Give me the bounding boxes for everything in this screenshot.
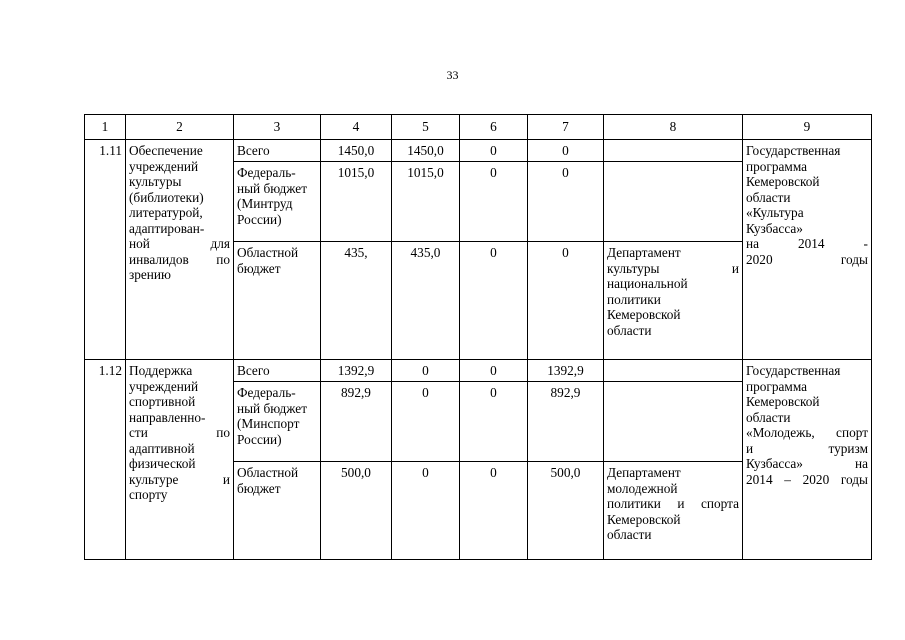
value-col4-cell: 1015,0 <box>321 162 392 242</box>
measure-cell <box>126 360 234 560</box>
funding-source-cell <box>234 462 321 560</box>
measure-cell-line: направленно- <box>129 409 206 425</box>
funding-source-cell-line: Областной <box>237 465 299 480</box>
value-col7-cell: 0 <box>528 140 604 162</box>
header-cell: 2 <box>126 115 234 140</box>
program-cell-line: 2014 – 2020 годы <box>746 471 868 487</box>
funding-source-cell-line: Федераль- <box>237 385 296 400</box>
header-cell: 7 <box>528 115 604 140</box>
executor-cell-line: Кемеровской <box>607 307 681 322</box>
funding-source-cell <box>234 360 321 382</box>
measure-cell-line: спорту <box>129 487 168 502</box>
funding-source-cell <box>234 242 321 360</box>
executor-cell-line: политики и спорта <box>607 496 739 511</box>
funding-source-cell <box>234 140 321 162</box>
funding-source-cell-line: ный бюджет <box>237 400 308 416</box>
measure-cell-line: учреждений <box>129 378 199 394</box>
value-col6-cell: 0 <box>460 140 528 162</box>
value-col6-cell: 0 <box>460 382 528 462</box>
program-cell-line: программа <box>746 158 808 174</box>
funding-source-cell-line: Федераль- <box>237 165 296 180</box>
measure-cell-line: учреждений <box>129 158 199 174</box>
value-col4-cell: 1392,9 <box>321 360 392 382</box>
funding-source-cell-line: ный бюджет <box>237 180 308 196</box>
value-col5-cell: 0 <box>392 360 460 382</box>
funding-source-cell-line: Всего <box>237 143 270 158</box>
value-col6-cell: 0 <box>460 242 528 360</box>
program-cell-line: Кемеровской <box>746 394 820 409</box>
executor-cell <box>604 242 743 360</box>
program-cell <box>743 360 872 560</box>
measure-cell-line: литературой, <box>129 205 203 220</box>
measure-cell-line: спортивной <box>129 394 196 409</box>
table-row <box>85 360 872 382</box>
header-cell: 5 <box>392 115 460 140</box>
value-col7-cell: 0 <box>528 242 604 360</box>
funding-source-cell <box>234 382 321 462</box>
funding-source-cell <box>234 162 321 242</box>
program-cell <box>743 140 872 360</box>
measure-cell-line: культуры <box>129 174 182 189</box>
value-col5-cell: 1450,0 <box>392 140 460 162</box>
funding-source-cell-line: России) <box>237 211 282 227</box>
program-cell-line: Кузбасса» на <box>746 456 868 471</box>
funding-source-cell-line: бюджет <box>237 480 281 496</box>
value-col6-cell: 0 <box>460 360 528 382</box>
value-col4-cell: 1450,0 <box>321 140 392 162</box>
program-cell-line: на 2014 - <box>746 236 868 251</box>
table-row <box>85 140 872 162</box>
executor-cell-line: политики <box>607 291 661 307</box>
measure-cell-line: Обеспечение <box>129 143 203 158</box>
value-col5-cell: 0 <box>392 382 460 462</box>
header-row <box>85 115 872 140</box>
funding-source-cell-line: (Минтруд <box>237 196 293 211</box>
value-col7-cell: 500,0 <box>528 462 604 560</box>
measure-cell-line: инвалидов по <box>129 251 230 267</box>
executor-cell <box>604 140 743 162</box>
executor-cell <box>604 382 743 462</box>
measure-cell-line: ной для <box>129 236 230 251</box>
executor-cell-line: культуры и <box>607 260 739 276</box>
program-cell-line: программа <box>746 378 808 394</box>
executor-cell-line: Департамент <box>607 465 681 480</box>
row-number-cell: 1.12 <box>85 360 126 560</box>
value-col4-cell: 500,0 <box>321 462 392 560</box>
program-cell-line: «Молодежь, спорт <box>746 425 868 440</box>
value-col4-cell: 892,9 <box>321 382 392 462</box>
value-col7-cell: 0 <box>528 162 604 242</box>
measure-cell-line: физической <box>129 456 196 471</box>
funding-source-cell-line: (Минспорт <box>237 416 300 431</box>
executor-cell <box>604 360 743 382</box>
program-cell-line: Кемеровской <box>746 174 820 189</box>
page-number: 33 <box>446 68 459 82</box>
program-cell-line: 2020 годы <box>746 251 868 267</box>
program-cell-line: области <box>746 409 791 425</box>
program-cell-line: области <box>746 189 791 205</box>
executor-cell-line: национальной <box>607 276 688 291</box>
header-cell: 3 <box>234 115 321 140</box>
value-col6-cell: 0 <box>460 462 528 560</box>
executor-cell-line: Департамент <box>607 245 681 260</box>
value-col6-cell: 0 <box>460 162 528 242</box>
header-cell: 8 <box>604 115 743 140</box>
value-col7-cell: 1392,9 <box>528 360 604 382</box>
executor-cell-line: области <box>607 527 652 542</box>
funding-source-cell-line: бюджет <box>237 260 281 276</box>
measure-cell-line: адаптирован- <box>129 220 205 236</box>
measure-cell <box>126 140 234 360</box>
funding-source-cell-line: Областной <box>237 245 299 260</box>
measure-cell-line: адаптивной <box>129 440 195 456</box>
program-cell-line: Государственная <box>746 143 841 158</box>
header-cell: 1 <box>85 115 126 140</box>
executor-cell-line: области <box>607 322 652 338</box>
executor-cell <box>604 162 743 242</box>
header-cell: 9 <box>743 115 872 140</box>
program-cell-line: Кузбасса» <box>746 220 803 236</box>
program-cell-line: и туризм <box>746 440 868 456</box>
value-col5-cell: 435,0 <box>392 242 460 360</box>
executor-cell-line: Кемеровской <box>607 511 681 527</box>
value-col4-cell: 435, <box>321 242 392 360</box>
executor-cell-line: молодежной <box>607 480 678 496</box>
executor-cell <box>604 462 743 560</box>
row-number-cell: 1.11 <box>85 140 126 360</box>
measure-cell-line: зрению <box>129 267 171 282</box>
value-col7-cell: 892,9 <box>528 382 604 462</box>
measure-cell-line: сти по <box>129 425 230 440</box>
program-cell-line: Государственная <box>746 363 841 378</box>
value-col5-cell: 1015,0 <box>392 162 460 242</box>
program-cell-line: «Культура <box>746 205 804 220</box>
budget-table <box>84 114 872 560</box>
funding-source-cell-line: Всего <box>237 363 270 378</box>
header-cell: 4 <box>321 115 392 140</box>
value-col5-cell: 0 <box>392 462 460 560</box>
measure-cell-line: культуре и <box>129 471 230 487</box>
measure-cell-line: Поддержка <box>129 363 193 378</box>
header-cell: 6 <box>460 115 528 140</box>
measure-cell-line: (библиотеки) <box>129 189 204 205</box>
funding-source-cell-line: России) <box>237 431 282 447</box>
